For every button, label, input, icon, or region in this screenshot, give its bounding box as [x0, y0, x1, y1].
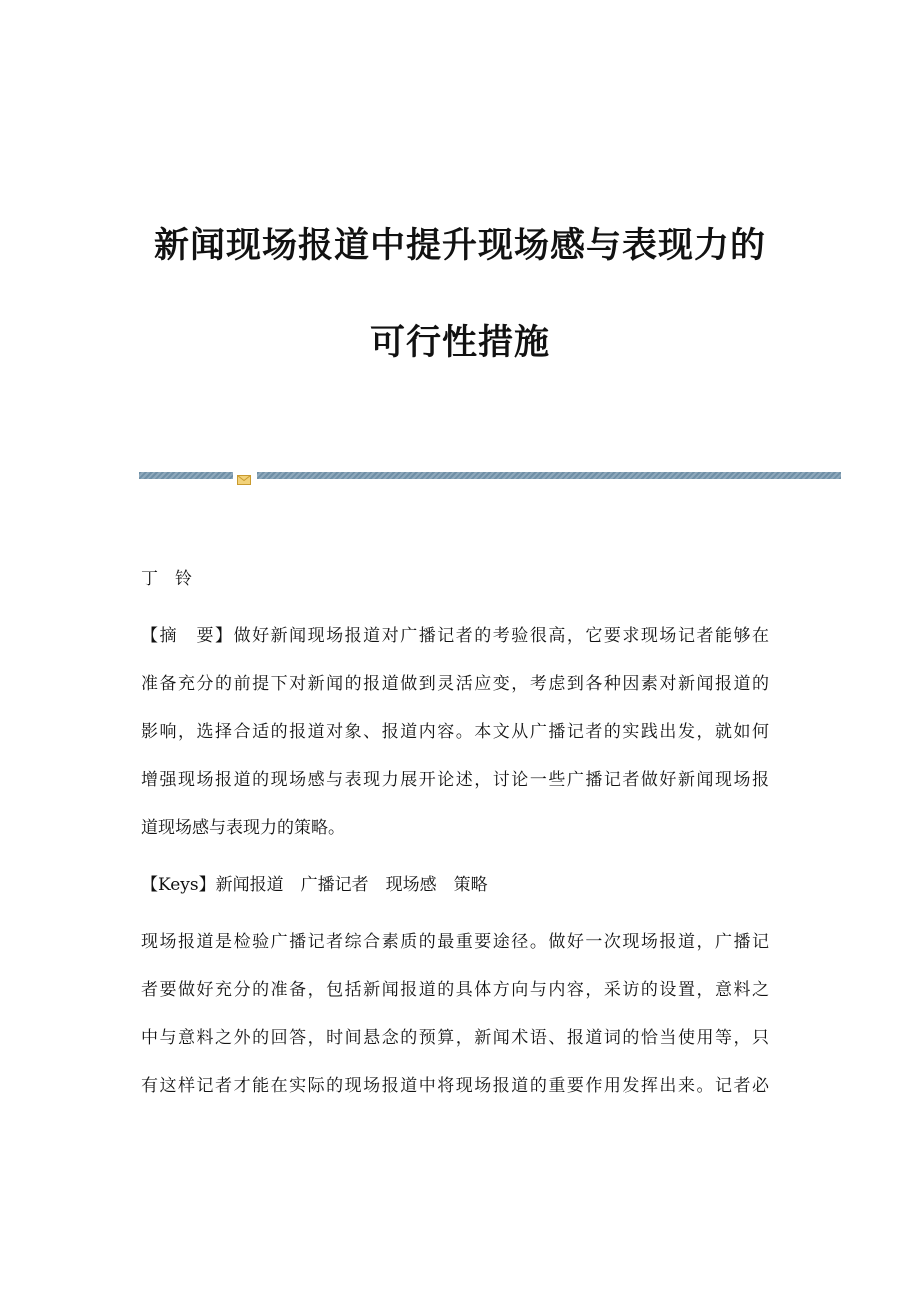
page-title-line-1: 新闻现场报道中提升现场感与表现力的 — [153, 225, 766, 266]
body-line: 者要做好充分的准备，包括新闻报道的具体方向与内容，采访的设置，意料之 — [141, 980, 769, 1000]
body-line: 现场报道是检验广播记者综合素质的最重要途径。做好一次现场报道，广播记 — [141, 932, 769, 952]
keywords: 【Keys】新闻报道 广播记者 现场感 策略 — [141, 875, 488, 895]
page-title-line-2: 可行性措施 — [369, 322, 550, 363]
author-name: 丁 铃 — [141, 569, 192, 589]
abstract-line: 影响，选择合适的报道对象、报道内容。本文从广播记者的实践出发，就如何 — [141, 722, 769, 742]
body-line: 中与意料之外的回答，时间悬念的预算，新闻术语、报道词的恰当使用等，只 — [141, 1028, 769, 1048]
abstract-line: 增强现场报道的现场感与表现力展开论述，讨论一些广播记者做好新闻现场报 — [141, 770, 769, 790]
divider-bar-right — [257, 472, 841, 479]
abstract-line: 准备充分的前提下对新闻的报道做到灵活应变，考虑到各种因素对新闻报道的 — [141, 674, 769, 694]
envelope-icon — [237, 470, 251, 480]
abstract-line: 【摘 要】做好新闻现场报道对广播记者的考验很高，它要求现场记者能够在 — [141, 626, 769, 646]
abstract-line: 道现场感与表现力的策略。 — [141, 818, 345, 838]
divider-bar-left — [139, 472, 233, 479]
title-divider — [139, 470, 841, 480]
body-line: 有这样记者才能在实际的现场报道中将现场报道的重要作用发挥出来。记者必 — [141, 1076, 769, 1096]
